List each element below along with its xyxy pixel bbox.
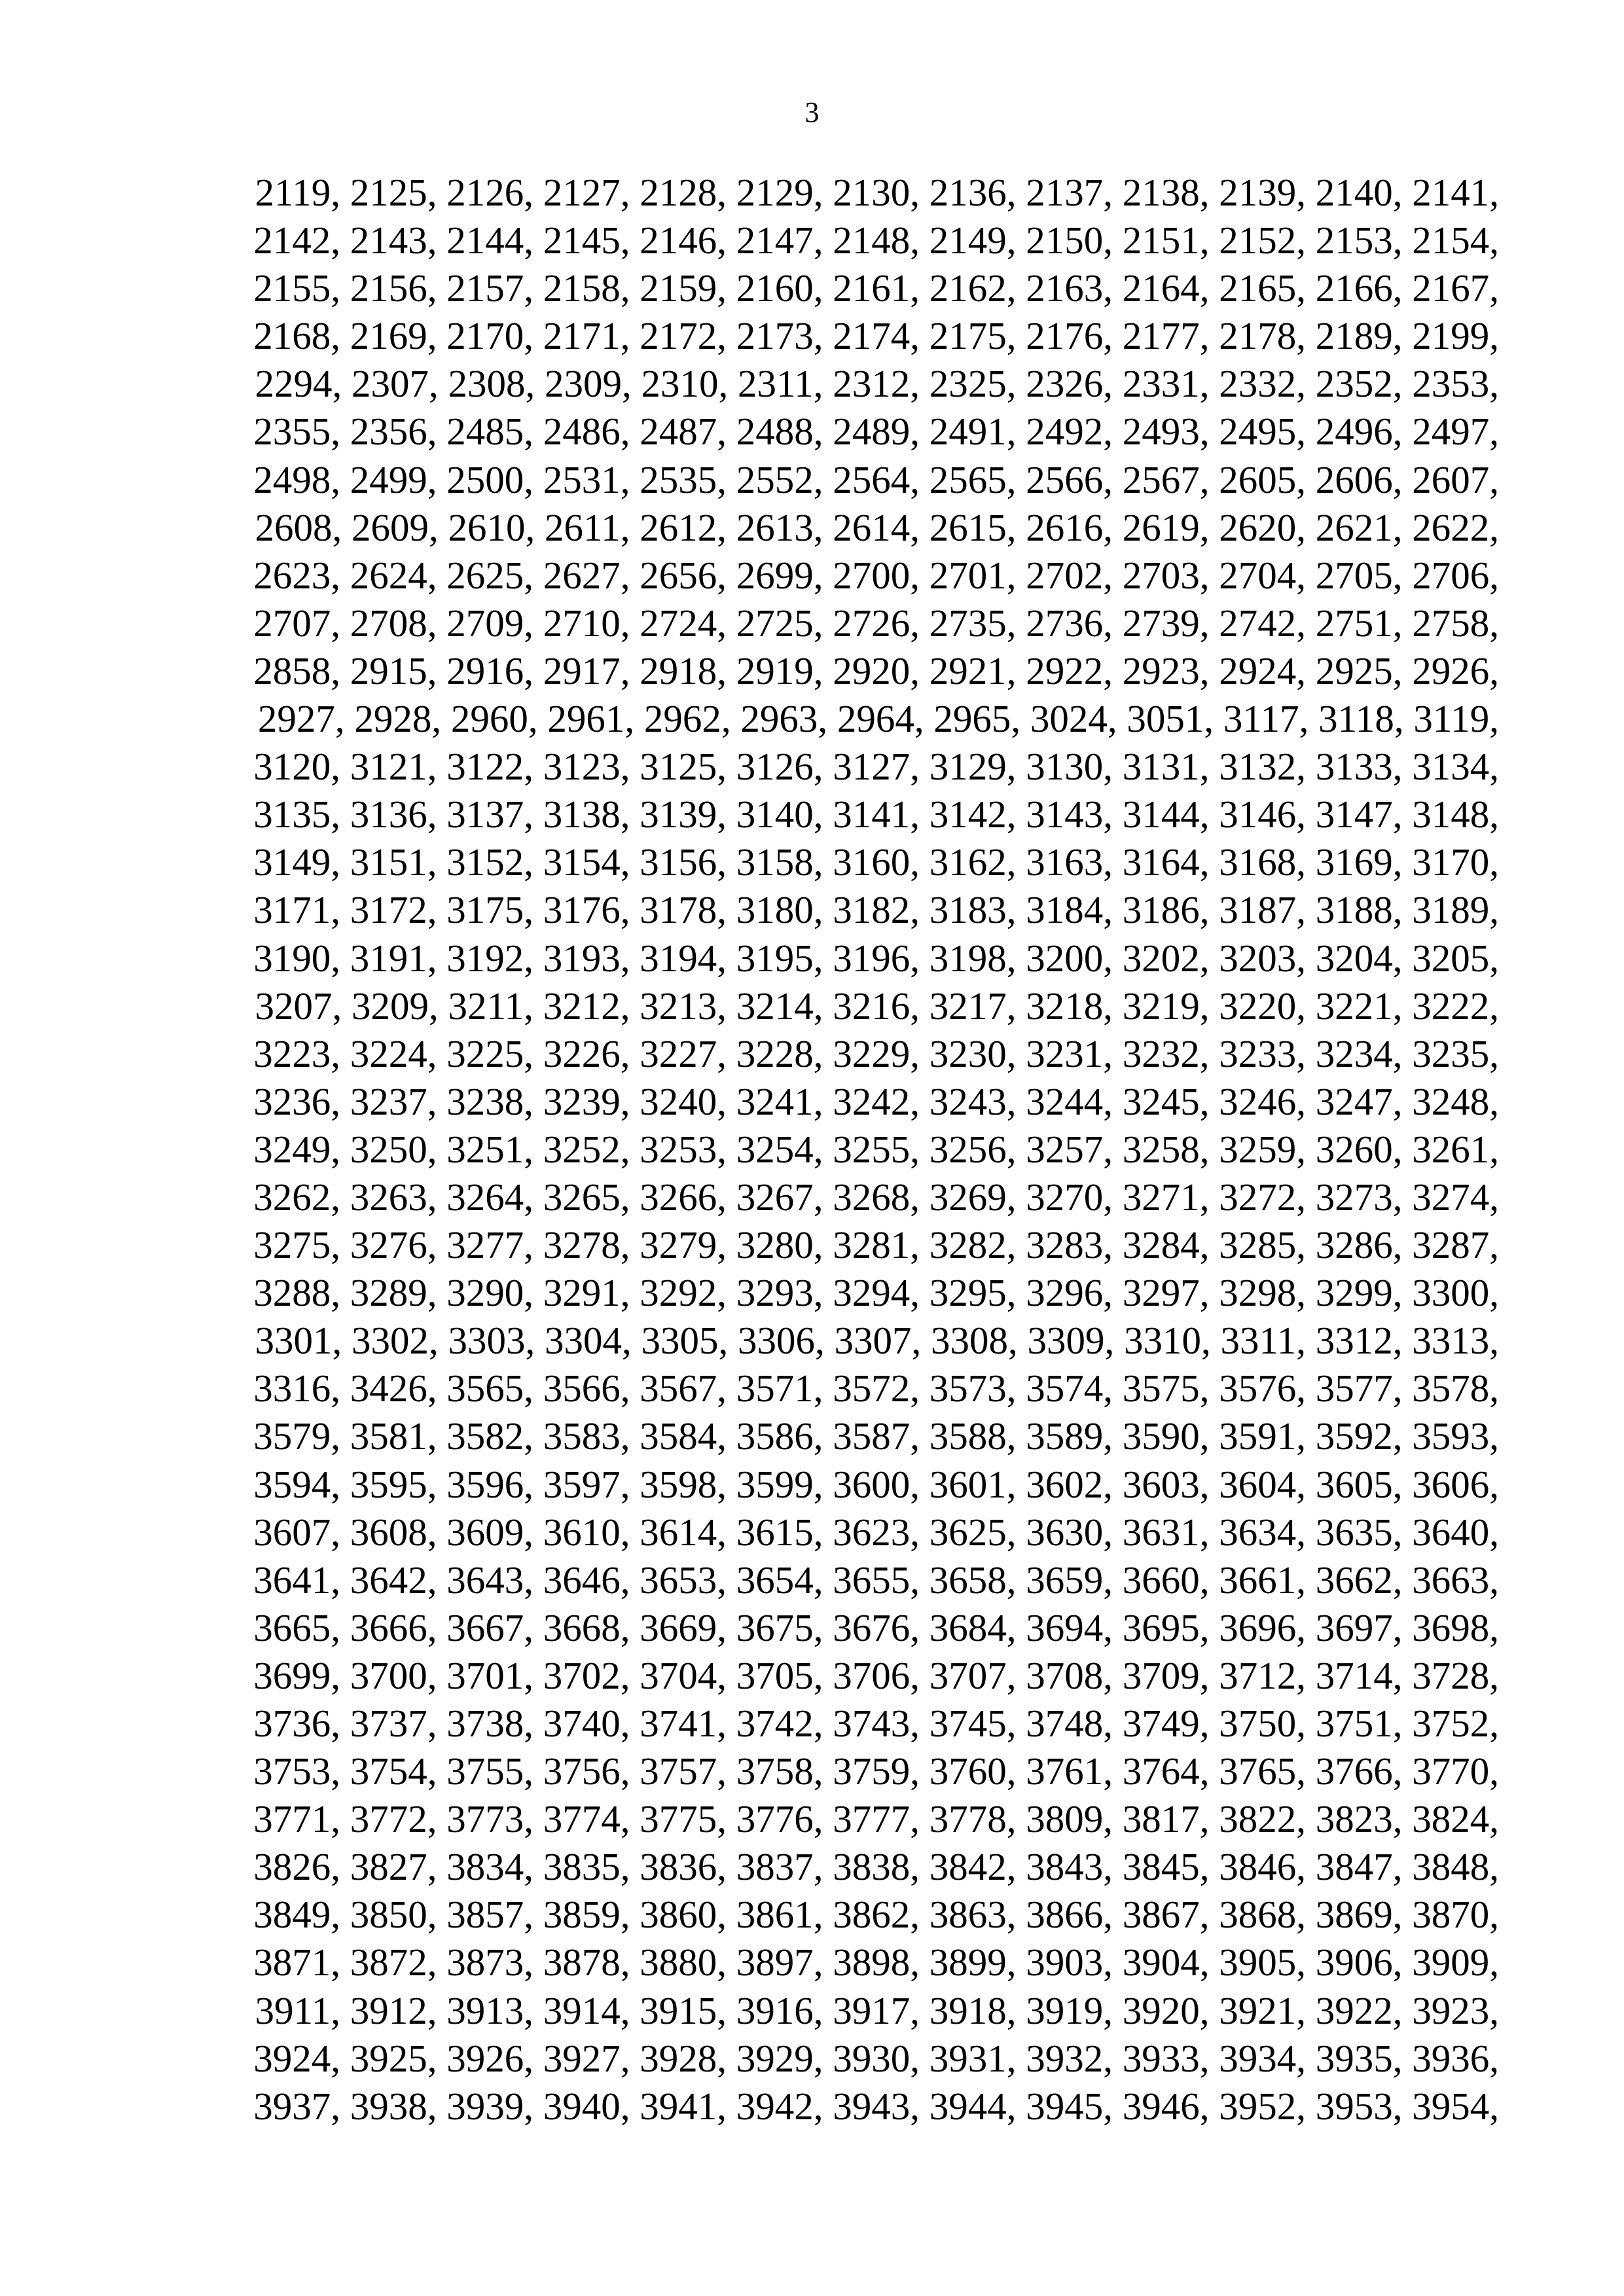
- list-line: 3275, 3276, 3277, 3278, 3279, 3280, 3281, 3282, 3283, 3284, 3285, 3286, 3287,: [253, 1223, 1499, 1267]
- page-number: 3: [804, 96, 820, 128]
- list-line: 3579, 3581, 3582, 3583, 3584, 3586, 3587, 3588, 3589, 3590, 3591, 3592, 3593,: [253, 1414, 1499, 1458]
- list-line: 3207, 3209, 3211, 3212, 3213, 3214, 3216, 3217, 3218, 3219, 3220, 3221, 3222,: [255, 984, 1499, 1028]
- list-line: 3771, 3772, 3773, 3774, 3775, 3776, 3777, 3778, 3809, 3817, 3822, 3823, 3824,: [253, 1797, 1499, 1841]
- list-line: 2858, 2915, 2916, 2917, 2918, 2919, 2920, 2921, 2922, 2923, 2924, 2925, 2926,: [253, 649, 1499, 692]
- list-line: 3301, 3302, 3303, 3304, 3305, 3306, 3307, 3308, 3309, 3310, 3311, 3312, 3313,: [255, 1319, 1499, 1363]
- list-line: 3316, 3426, 3565, 3566, 3567, 3571, 3572, 3573, 3574, 3575, 3576, 3577, 3578,: [253, 1367, 1499, 1410]
- list-line: 3937, 3938, 3939, 3940, 3941, 3942, 3943, 3944, 3945, 3946, 3952, 3953, 3954,: [253, 2084, 1499, 2128]
- list-line: 2142, 2143, 2144, 2145, 2146, 2147, 2148, 2149, 2150, 2151, 2152, 2153, 2154,: [253, 219, 1499, 262]
- list-line: 3871, 3872, 3873, 3878, 3880, 3897, 3898, 3899, 3903, 3904, 3905, 3906, 3909,: [253, 1941, 1499, 1984]
- list-line: 3826, 3827, 3834, 3835, 3836, 3837, 3838, 3842, 3843, 3845, 3846, 3847, 3848,: [253, 1845, 1499, 1889]
- list-line: 3607, 3608, 3609, 3610, 3614, 3615, 3623, 3625, 3630, 3631, 3634, 3635, 3640,: [253, 1510, 1499, 1554]
- list-line: 3262, 3263, 3264, 3265, 3266, 3267, 3268, 3269, 3270, 3271, 3272, 3273, 3274,: [253, 1175, 1499, 1219]
- list-line: 3924, 3925, 3926, 3927, 3928, 3929, 3930, 3931, 3932, 3933, 3934, 3935, 3936,: [253, 2036, 1499, 2080]
- list-line: 2168, 2169, 2170, 2171, 2172, 2173, 2174, 2175, 2176, 2177, 2178, 2189, 2199,: [253, 314, 1499, 358]
- list-line: 2119, 2125, 2126, 2127, 2128, 2129, 2130, 2136, 2137, 2138, 2139, 2140, 2141,: [255, 171, 1499, 214]
- list-line: 3594, 3595, 3596, 3597, 3598, 3599, 3600, 3601, 3602, 3603, 3604, 3605, 3606,: [253, 1462, 1499, 1506]
- list-line: 3641, 3642, 3643, 3646, 3653, 3654, 3655, 3658, 3659, 3660, 3661, 3662, 3663,: [253, 1558, 1499, 1602]
- list-line: 3699, 3700, 3701, 3702, 3704, 3705, 3706, 3707, 3708, 3709, 3712, 3714, 3728,: [253, 1653, 1499, 1697]
- list-line: 2294, 2307, 2308, 2309, 2310, 2311, 2312, 2325, 2326, 2331, 2332, 2352, 2353,: [255, 362, 1499, 406]
- list-line: 3753, 3754, 3755, 3756, 3757, 3758, 3759, 3760, 3761, 3764, 3765, 3766, 3770,: [253, 1749, 1499, 1793]
- list-line: 3249, 3250, 3251, 3252, 3253, 3254, 3255, 3256, 3257, 3258, 3259, 3260, 3261,: [253, 1127, 1499, 1171]
- list-line: 3288, 3289, 3290, 3291, 3292, 3293, 3294, 3295, 3296, 3297, 3298, 3299, 3300,: [253, 1271, 1499, 1315]
- list-line: 2355, 2356, 2485, 2486, 2487, 2488, 2489, 2491, 2492, 2493, 2495, 2496, 2497,: [253, 410, 1499, 454]
- list-line: 3149, 3151, 3152, 3154, 3156, 3158, 3160, 3162, 3163, 3164, 3168, 3169, 3170,: [253, 840, 1499, 884]
- list-line: 3135, 3136, 3137, 3138, 3139, 3140, 3141, 3142, 3143, 3144, 3146, 3147, 3148,: [253, 793, 1499, 836]
- list-line: 2155, 2156, 2157, 2158, 2159, 2160, 2161, 2162, 2163, 2164, 2165, 2166, 2167,: [253, 266, 1499, 310]
- list-line: 2927, 2928, 2960, 2961, 2962, 2963, 2964, 2965, 3024, 3051, 3117, 3118, 3119,: [257, 697, 1499, 741]
- number-list: [170, 169, 1499, 2130]
- list-line: 3911, 3912, 3913, 3914, 3915, 3916, 3917, 3918, 3919, 3920, 3921, 3922, 3923,: [255, 1988, 1499, 2032]
- list-line: 3736, 3737, 3738, 3740, 3741, 3742, 3743, 3745, 3748, 3749, 3750, 3751, 3752,: [253, 1702, 1499, 1745]
- list-line: 3171, 3172, 3175, 3176, 3178, 3180, 3182, 3183, 3184, 3186, 3187, 3188, 3189,: [253, 888, 1499, 932]
- list-line: 3665, 3666, 3667, 3668, 3669, 3675, 3676, 3684, 3694, 3695, 3696, 3697, 3698,: [253, 1605, 1499, 1649]
- list-line: 3223, 3224, 3225, 3226, 3227, 3228, 3229, 3230, 3231, 3232, 3233, 3234, 3235,: [253, 1031, 1499, 1075]
- list-line: 2707, 2708, 2709, 2710, 2724, 2725, 2726, 2735, 2736, 2739, 2742, 2751, 2758,: [253, 601, 1499, 645]
- list-line: 3190, 3191, 3192, 3193, 3194, 3195, 3196, 3198, 3200, 3202, 3203, 3204, 3205,: [253, 936, 1499, 980]
- list-line: 3236, 3237, 3238, 3239, 3240, 3241, 3242, 3243, 3244, 3245, 3246, 3247, 3248,: [253, 1079, 1499, 1123]
- list-line: 2498, 2499, 2500, 2531, 2535, 2552, 2564, 2565, 2566, 2567, 2605, 2606, 2607,: [253, 457, 1499, 501]
- list-line: 2623, 2624, 2625, 2627, 2656, 2699, 2700, 2701, 2702, 2703, 2704, 2705, 2706,: [253, 553, 1499, 597]
- list-line: 2608, 2609, 2610, 2611, 2612, 2613, 2614, 2615, 2616, 2619, 2620, 2621, 2622,: [255, 505, 1499, 549]
- list-line: 3849, 3850, 3857, 3859, 3860, 3861, 3862, 3863, 3866, 3867, 3868, 3869, 3870,: [253, 1893, 1499, 1937]
- list-line: 3120, 3121, 3122, 3123, 3125, 3126, 3127, 3129, 3130, 3131, 3132, 3133, 3134,: [253, 745, 1499, 789]
